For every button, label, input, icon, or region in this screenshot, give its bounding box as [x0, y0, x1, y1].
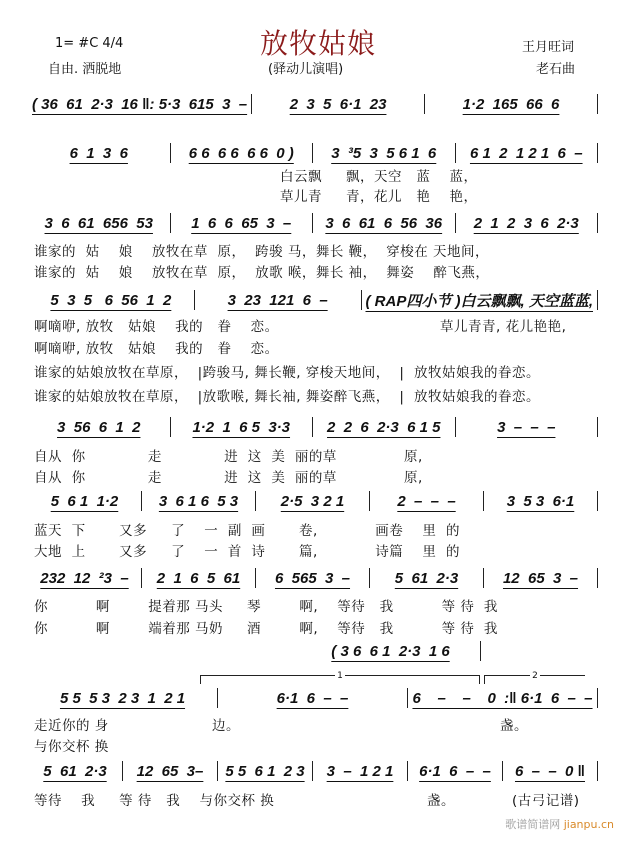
watermark: 歌谱简谱网 jianpu.cn — [505, 818, 614, 831]
bar-line — [217, 761, 218, 781]
measure: 6·1 6 – – — [276, 689, 349, 707]
tempo-marking: 自由. 洒脱地 — [48, 62, 122, 77]
song-title: 放牧姑娘 — [259, 27, 376, 60]
measure: 6 1 2 1 2 1 6 – — [469, 144, 583, 162]
lyric-line: 蓝天 下 又多 了 一 副 画 卷, 画卷 里 的 — [34, 523, 460, 539]
measure: 3 ³5 3 5 6 1 6 — [331, 144, 437, 162]
measure: 6 6 6 6 6 6 0 ) — [188, 144, 294, 162]
measure: 6 1 3 6 — [69, 144, 128, 162]
notation-row — [32, 417, 602, 437]
bar-line — [455, 417, 456, 437]
lyric-line: 与你交杯 换 — [34, 739, 109, 755]
bar-line — [597, 94, 598, 114]
bar-line — [369, 568, 370, 588]
measure: 5 6 1 1·2 — [50, 492, 119, 510]
notation-row — [32, 290, 602, 310]
measure: 2 3 5 6·1 23 — [289, 95, 387, 113]
bar-line — [597, 417, 598, 437]
bar-line — [217, 688, 218, 708]
bar-line — [312, 143, 313, 163]
bar-line — [170, 143, 171, 163]
lyric-line: 谁家的姑娘放牧在草原， |放歌喉, 舞长袖, 舞姿醉飞燕， | 放牧姑娘我的眷恋。 — [34, 389, 541, 405]
bar-line — [597, 290, 598, 310]
measure: 3 23 121 6 – — [227, 291, 328, 309]
notation-row — [32, 491, 602, 511]
measure: 3 – 1 2 1 — [326, 762, 394, 780]
lyric-line: 白云飘 飘，天空 蓝 蓝， — [280, 169, 478, 185]
measure: 3 5 3 6·1 — [506, 492, 575, 510]
bar-line — [597, 491, 598, 511]
bar-line — [255, 491, 256, 511]
lyric-line: 谁家的姑娘放牧在草原， |跨骏马, 舞长鞭, 穿梭天地间， | 放牧姑娘我的眷恋。 — [34, 365, 541, 381]
bar-line — [141, 568, 142, 588]
lyric-line: 自从 你 走 进 这 美 丽的草 原, — [34, 449, 423, 465]
measure: 6 565 3 – — [274, 569, 351, 587]
measure: 2 2 6 2·3 6 1 5 — [327, 418, 441, 436]
measure: 3 6 61 656 53 — [44, 214, 153, 232]
notation-row — [32, 94, 602, 114]
notation-row — [32, 143, 602, 163]
measure: 5 3 5 6 56 1 2 — [50, 291, 172, 309]
volta-first: 1 — [200, 675, 480, 684]
bar-line — [407, 688, 408, 708]
measure: 6·1 6 – – — [419, 762, 491, 780]
measure: 3 6 1 6 5 3 — [158, 492, 239, 510]
measure: 6 – – 0 :‖ 6·1 6 – – — [412, 689, 593, 707]
bar-line — [597, 688, 598, 708]
lyric-line: (古弓记谱) — [512, 793, 580, 809]
lyric-line: 边。 — [212, 718, 240, 734]
bar-line — [251, 94, 252, 114]
measure: 1·2 1 6 5 3·3 — [192, 418, 291, 436]
bar-line — [312, 213, 313, 233]
measure: ( 36 61 2·3 16 ‖: 5·3 615 3 – — [32, 95, 248, 113]
singer: (驿动儿演唱) — [268, 62, 344, 77]
measure: 5 61 2·3 — [43, 762, 107, 780]
bar-line — [480, 641, 481, 661]
bar-line — [597, 213, 598, 233]
notation-row — [32, 568, 602, 588]
bar-line — [597, 568, 598, 588]
lyric-line: 大地 上 又多 了 一 首 诗 篇, 诗篇 里 的 — [34, 544, 460, 560]
composer: 老石曲 — [536, 62, 576, 77]
bar-line — [407, 761, 408, 781]
measure: ( RAP四小节 )白云飘飘, 天空蓝蓝, — [365, 292, 593, 310]
bar-line — [312, 417, 313, 437]
bar-line — [369, 491, 370, 511]
bar-line — [170, 417, 171, 437]
bar-line — [483, 491, 484, 511]
measure: 2 1 6 5 61 — [156, 569, 241, 587]
lyric-line: 走近你的 身 — [34, 718, 109, 734]
bar-line — [483, 568, 484, 588]
bar-line — [502, 761, 503, 781]
bar-line — [170, 213, 171, 233]
measure: 232 12 ²3 – — [40, 569, 129, 587]
bar-line — [141, 491, 142, 511]
bar-line — [597, 143, 598, 163]
measure: ( 3 6 6 1 2·3 1 6 — [331, 642, 450, 660]
notation-row — [32, 213, 602, 233]
notation-row — [32, 761, 602, 781]
measure: 2 – – – — [397, 492, 456, 510]
measure: 6 – – 0 ‖ — [514, 762, 585, 780]
bar-line — [255, 568, 256, 588]
measure: 2·5 3 2 1 — [280, 492, 345, 510]
measure: 5 5 6 1 2 3 — [225, 762, 305, 780]
volta-second: 2 — [484, 675, 585, 684]
notation-row — [305, 641, 485, 661]
bar-line — [455, 213, 456, 233]
bar-line — [312, 761, 313, 781]
measure: 1·2 165 66 6 — [462, 95, 560, 113]
lyric-line: 啊嘀咿, 放牧 姑娘 我的 眷 恋。 — [34, 341, 279, 357]
measure: 2 1 2 3 6 2·3 — [473, 214, 579, 232]
bar-line — [194, 290, 195, 310]
lyricist: 王月旺词 — [522, 40, 575, 55]
lyric-line: 草儿青青, 花儿艳艳, — [440, 319, 567, 335]
lyric-line: 谁家的 姑 娘 放牧在草 原， 放歌 喉，舞长 袖， 舞姿 醉飞燕， — [34, 265, 490, 281]
bar-line — [597, 761, 598, 781]
key: 1= #C — [55, 36, 99, 51]
bar-line — [424, 94, 425, 114]
measure: 3 – – – — [497, 418, 556, 436]
notation-row — [32, 688, 602, 708]
lyric-line: 你 啊 端着那 马奶 酒 啊, 等待 我 等 待 我 — [34, 621, 498, 637]
measure: 3 6 61 6 56 36 — [325, 214, 443, 232]
measure: 12 65 3– — [136, 762, 204, 780]
lyric-line: 谁家的 姑 娘 放牧在草 原， 跨骏 马，舞长 鞭， 穿梭在 天地间， — [34, 244, 490, 260]
lyric-line: 盏。 — [427, 793, 455, 809]
lyric-line: 盏。 — [500, 718, 528, 734]
lyric-line: 你 啊 提着那 马头 琴 啊, 等待 我 等 待 我 — [34, 599, 498, 615]
lyric-line: 啊嘀咿, 放牧 姑娘 我的 眷 恋。 — [34, 319, 279, 335]
key-signature — [55, 36, 123, 51]
measure: 12 65 3 – — [502, 569, 579, 587]
time-signature: 4/4 — [102, 36, 124, 51]
measure: 5 61 2·3 — [394, 569, 459, 587]
lyric-line: 等待 我 等 待 我 与你交杯 换 — [34, 793, 275, 809]
lyric-line: 草儿青 青，花儿 艳 艳， — [280, 189, 478, 205]
measure: 1 6 6 65 3 – — [191, 214, 292, 232]
bar-line — [122, 761, 123, 781]
measure: 5 5 5 3 2 3 1 2 1 — [59, 689, 186, 707]
bar-line — [455, 143, 456, 163]
measure: 3 56 6 1 2 — [57, 418, 141, 436]
lyric-line: 自从 你 走 进 这 美 丽的草 原, — [34, 470, 423, 486]
bar-line — [361, 290, 362, 310]
